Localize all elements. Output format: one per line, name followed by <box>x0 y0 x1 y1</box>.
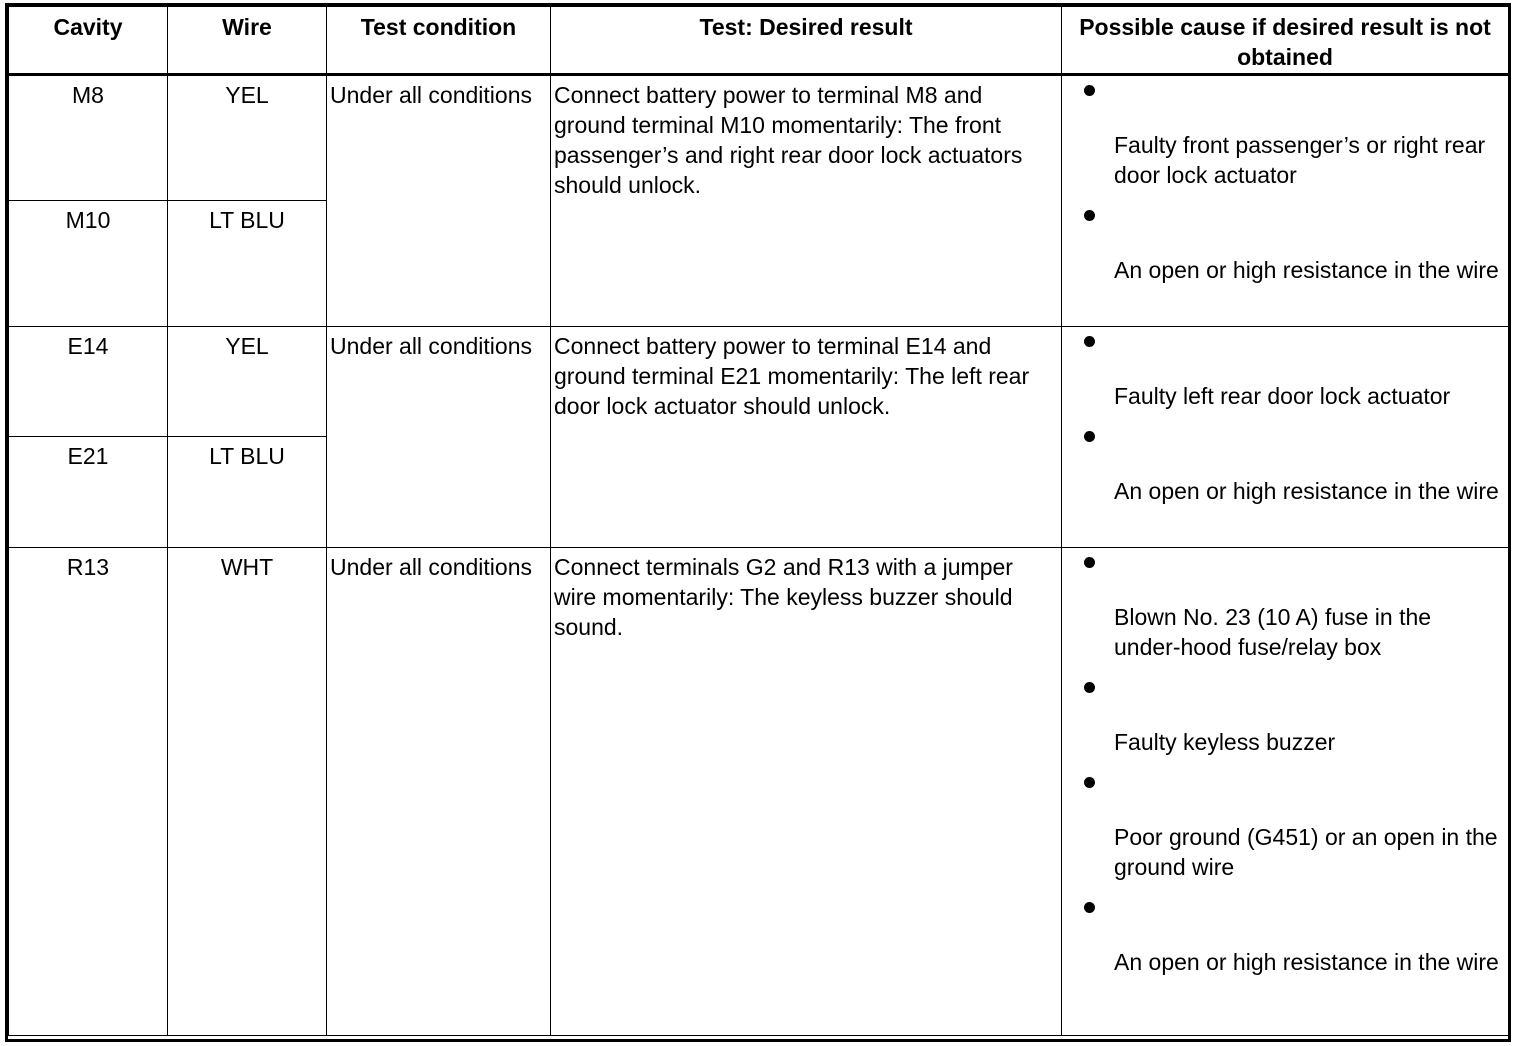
cause-text: An open or high resistance in the wire <box>1114 949 1499 975</box>
cavity-cell: E21 <box>9 437 168 548</box>
cause-item <box>1084 552 1500 662</box>
test-condition-cell: Under all conditions <box>327 327 551 548</box>
test-table <box>8 6 1509 1036</box>
wire-cell: LT BLU <box>168 437 327 548</box>
cause-item <box>1084 331 1500 411</box>
possible-cause-cell <box>1062 327 1509 548</box>
bullet-icon <box>1084 777 1095 788</box>
cause-item <box>1084 897 1500 977</box>
header-wire: Wire <box>168 7 327 75</box>
bullet-icon <box>1084 210 1095 221</box>
cause-text: Poor ground (G451) or an open in the ground wire <box>1114 824 1498 880</box>
desired-result-cell: Connect terminals G2 and R13 with a jumper wire momentarily: The keyless buzzer should sound. <box>551 548 1062 1036</box>
possible-cause-cell <box>1062 75 1509 327</box>
bullet-icon <box>1084 431 1095 442</box>
table-row <box>9 327 1509 437</box>
header-test-condition: Test condition <box>327 7 551 75</box>
header-row <box>9 7 1509 75</box>
header-cavity: Cavity <box>9 7 168 75</box>
possible-cause-cell <box>1062 548 1509 1036</box>
bullet-icon <box>1084 557 1095 568</box>
cavity-cell: M8 <box>9 75 168 201</box>
bullet-icon <box>1084 682 1095 693</box>
cause-text: Faulty left rear door lock actuator <box>1114 383 1451 409</box>
wire-cell: YEL <box>168 75 327 201</box>
bullet-icon <box>1084 85 1095 96</box>
cause-item <box>1084 80 1500 190</box>
test-condition-cell: Under all conditions <box>327 548 551 1036</box>
cause-text: Faulty keyless buzzer <box>1114 729 1336 755</box>
cavity-cell: R13 <box>9 548 168 1036</box>
cavity-cell: M10 <box>9 201 168 327</box>
cause-text: Blown No. 23 (10 A) fuse in the under-hood fuse/relay box <box>1114 604 1432 660</box>
desired-result-cell: Connect battery power to terminal E14 and ground terminal E21 momentarily: The left rear door lock actuator should unlock. <box>551 327 1062 548</box>
cause-item <box>1084 677 1500 757</box>
cause-item <box>1084 205 1500 285</box>
test-condition-cell: Under all conditions <box>327 75 551 327</box>
cause-text: An open or high resistance in the wire <box>1114 478 1499 504</box>
desired-result-cell: Connect battery power to terminal M8 and ground terminal M10 momentarily: The front passenger’s and right rear door lock actuators should unlock. <box>551 75 1062 327</box>
header-possible-cause: Possible cause if desired result is not obtained <box>1062 7 1509 75</box>
bullet-icon <box>1084 336 1095 347</box>
cause-text: An open or high resistance in the wire <box>1114 257 1499 283</box>
cause-item <box>1084 772 1500 882</box>
wire-cell: YEL <box>168 327 327 437</box>
cause-text: Faulty front passenger’s or right rear door lock actuator <box>1114 132 1486 188</box>
cavity-cell: E14 <box>9 327 168 437</box>
header-desired-result: Test: Desired result <box>551 7 1062 75</box>
wire-cell: WHT <box>168 548 327 1036</box>
table-row <box>9 548 1509 1036</box>
bullet-icon <box>1084 902 1095 913</box>
cause-item <box>1084 426 1500 506</box>
test-table-frame <box>5 3 1511 1042</box>
table-row <box>9 75 1509 201</box>
wire-cell: LT BLU <box>168 201 327 327</box>
